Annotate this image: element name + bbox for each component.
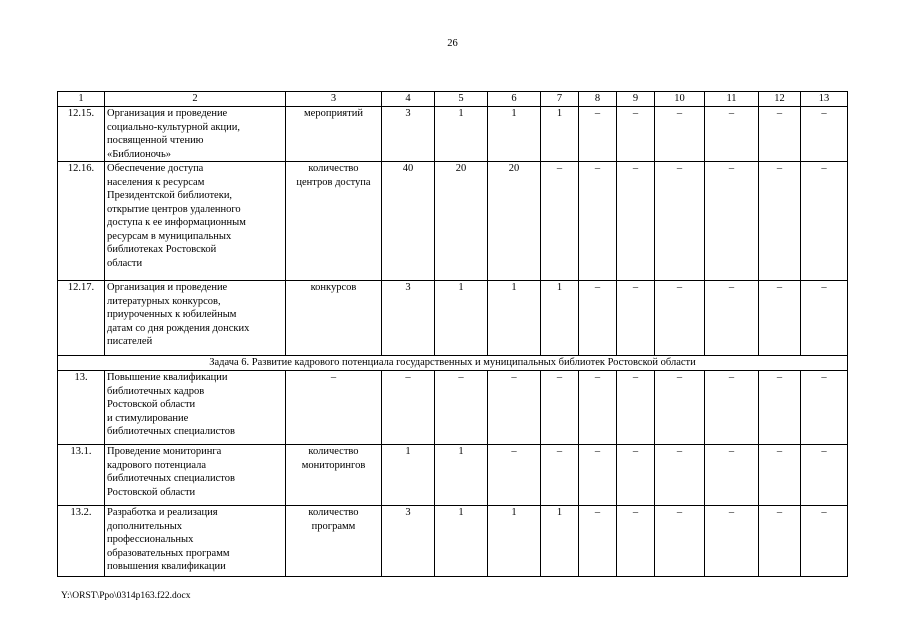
row-value: – bbox=[705, 281, 759, 356]
row-description bbox=[105, 506, 286, 577]
row-value: – bbox=[655, 162, 705, 281]
description-line: социально-культурной акции, bbox=[107, 121, 240, 133]
row-value: 1 bbox=[541, 506, 579, 577]
row-value: – bbox=[579, 506, 617, 577]
row-unit bbox=[286, 281, 382, 356]
row-value: 1 bbox=[541, 281, 579, 356]
description-line: библиотеках Ростовской bbox=[107, 244, 217, 255]
description-line: Организация и проведение bbox=[107, 108, 228, 119]
row-value: – bbox=[617, 281, 655, 356]
column-header: 5 bbox=[435, 92, 488, 107]
description-line: «Библионочь» bbox=[107, 148, 172, 160]
description-line: дополнительных bbox=[107, 520, 183, 532]
description-line: открытие центров удаленного bbox=[107, 203, 241, 215]
description-line: ресурсам в муниципальных bbox=[107, 230, 232, 242]
row-value: – bbox=[759, 506, 801, 577]
description-line: Организация и проведение bbox=[107, 282, 228, 293]
description-line: Обеспечение доступа bbox=[107, 163, 204, 174]
row-number: 13.2. bbox=[58, 506, 105, 577]
row-value: – bbox=[579, 445, 617, 506]
row-value: – bbox=[579, 371, 617, 445]
table-header-row bbox=[58, 92, 848, 107]
column-header: 1 bbox=[58, 92, 105, 107]
row-value: 1 bbox=[435, 445, 488, 506]
row-value: – bbox=[655, 107, 705, 162]
row-value: – bbox=[655, 506, 705, 577]
row-value: – bbox=[759, 371, 801, 445]
table-row bbox=[58, 445, 848, 506]
table-row bbox=[58, 506, 848, 577]
row-value: – bbox=[801, 506, 848, 577]
row-value: – bbox=[759, 162, 801, 281]
row-value: 20 bbox=[435, 162, 488, 281]
row-value: – bbox=[759, 445, 801, 506]
row-value: 40 bbox=[382, 162, 435, 281]
description-line: посвященной чтению bbox=[107, 135, 204, 146]
unit-line: количество bbox=[308, 507, 359, 518]
row-description bbox=[105, 445, 286, 506]
row-value: – bbox=[541, 371, 579, 445]
plan-table bbox=[57, 91, 848, 577]
column-header: 9 bbox=[617, 92, 655, 107]
description-line: доступа к ее информационным bbox=[107, 217, 246, 228]
row-value: – bbox=[579, 107, 617, 162]
row-value: 3 bbox=[382, 281, 435, 356]
row-value: – bbox=[579, 281, 617, 356]
row-value: 3 bbox=[382, 506, 435, 577]
row-value: – bbox=[488, 445, 541, 506]
row-description bbox=[105, 107, 286, 162]
row-value: 1 bbox=[435, 506, 488, 577]
row-value: 20 bbox=[488, 162, 541, 281]
row-value: – bbox=[655, 281, 705, 356]
row-value: 1 bbox=[435, 107, 488, 162]
task-heading-row bbox=[58, 356, 848, 371]
unit-line: мониторингов bbox=[301, 459, 366, 471]
description-line: Повышение квалификации bbox=[107, 372, 228, 383]
unit-line: количество bbox=[308, 163, 359, 174]
row-value: – bbox=[801, 445, 848, 506]
column-header: 12 bbox=[759, 92, 801, 107]
row-value: – bbox=[705, 506, 759, 577]
row-number: 13.1. bbox=[58, 445, 105, 506]
row-value: – bbox=[655, 371, 705, 445]
description-line: Проведение мониторинга bbox=[107, 446, 222, 457]
description-line: Разработка и реализация bbox=[107, 507, 218, 518]
description-line: писателей bbox=[107, 336, 153, 347]
row-value: – bbox=[705, 445, 759, 506]
page-number: 26 bbox=[447, 38, 458, 49]
row-value: – bbox=[382, 371, 435, 445]
row-value: – bbox=[617, 445, 655, 506]
description-line: повышения квалификации bbox=[107, 561, 226, 572]
row-value: 1 bbox=[435, 281, 488, 356]
row-value: 1 bbox=[488, 107, 541, 162]
row-value: – bbox=[541, 445, 579, 506]
table-row bbox=[58, 107, 848, 162]
description-line: библиотечных специалистов bbox=[107, 473, 235, 484]
description-line: литературных конкурсов, bbox=[107, 295, 221, 307]
unit-line: программ bbox=[311, 520, 356, 532]
description-line: области bbox=[107, 257, 143, 269]
unit-line: количество bbox=[308, 446, 359, 457]
description-line: и стимулирование bbox=[107, 412, 189, 424]
row-number: 13. bbox=[58, 371, 105, 445]
row-value: – bbox=[801, 162, 848, 281]
unit-line: конкурсов bbox=[310, 282, 357, 293]
description-line: библиотечных специалистов bbox=[107, 426, 235, 437]
description-line: образовательных программ bbox=[107, 547, 230, 559]
unit-line: мероприятий bbox=[304, 108, 363, 119]
row-unit bbox=[286, 162, 382, 281]
unit-line: центров доступа bbox=[296, 176, 371, 188]
row-value: – bbox=[617, 107, 655, 162]
row-value: 1 bbox=[541, 107, 579, 162]
row-value: – bbox=[488, 371, 541, 445]
table-row bbox=[58, 162, 848, 281]
row-value: – bbox=[705, 162, 759, 281]
row-value: – bbox=[617, 162, 655, 281]
row-value: – bbox=[705, 371, 759, 445]
description-line: датам со дня рождения донских bbox=[107, 322, 250, 334]
row-unit bbox=[286, 445, 382, 506]
row-unit bbox=[286, 371, 382, 445]
column-header: 11 bbox=[705, 92, 759, 107]
row-unit bbox=[286, 107, 382, 162]
row-description bbox=[105, 371, 286, 445]
description-line: Президентской библиотеки, bbox=[107, 190, 233, 201]
table-row bbox=[58, 371, 848, 445]
column-header: 4 bbox=[382, 92, 435, 107]
footer-file-path: Y:\ORST\Ppo\0314p163.f22.docx bbox=[61, 591, 191, 601]
row-value: – bbox=[801, 371, 848, 445]
row-value: – bbox=[617, 371, 655, 445]
row-value: – bbox=[759, 107, 801, 162]
row-value: – bbox=[435, 371, 488, 445]
column-header: 10 bbox=[655, 92, 705, 107]
description-line: профессиональных bbox=[107, 534, 194, 545]
column-header: 3 bbox=[286, 92, 382, 107]
column-header: 6 bbox=[488, 92, 541, 107]
row-number: 12.16. bbox=[58, 162, 105, 281]
description-line: Ростовской области bbox=[107, 399, 196, 410]
row-description bbox=[105, 281, 286, 356]
row-number: 12.17. bbox=[58, 281, 105, 356]
row-number: 12.15. bbox=[58, 107, 105, 162]
row-value: – bbox=[801, 107, 848, 162]
description-line: приуроченных к юбилейным bbox=[107, 309, 237, 320]
row-value: – bbox=[541, 162, 579, 281]
column-header: 7 bbox=[541, 92, 579, 107]
row-value: 1 bbox=[488, 281, 541, 356]
row-value: 1 bbox=[382, 445, 435, 506]
row-value: – bbox=[579, 162, 617, 281]
row-description bbox=[105, 162, 286, 281]
row-value: – bbox=[655, 445, 705, 506]
column-header: 8 bbox=[579, 92, 617, 107]
task-heading: Задача 6. Развитие кадрового потенциала государственных и муниципальных библиотек Ростовской области bbox=[58, 356, 848, 371]
column-header: 2 bbox=[105, 92, 286, 107]
row-unit bbox=[286, 506, 382, 577]
description-line: библиотечных кадров bbox=[107, 385, 205, 397]
table-row bbox=[58, 281, 848, 356]
row-value: – bbox=[705, 107, 759, 162]
row-value: 3 bbox=[382, 107, 435, 162]
column-header: 13 bbox=[801, 92, 848, 107]
row-value: 1 bbox=[488, 506, 541, 577]
unit-line: – bbox=[330, 372, 337, 383]
row-value: – bbox=[759, 281, 801, 356]
row-value: – bbox=[617, 506, 655, 577]
description-line: Ростовской области bbox=[107, 486, 196, 498]
row-value: – bbox=[801, 281, 848, 356]
description-line: кадрового потенциала bbox=[107, 459, 206, 471]
description-line: населения к ресурсам bbox=[107, 176, 205, 188]
